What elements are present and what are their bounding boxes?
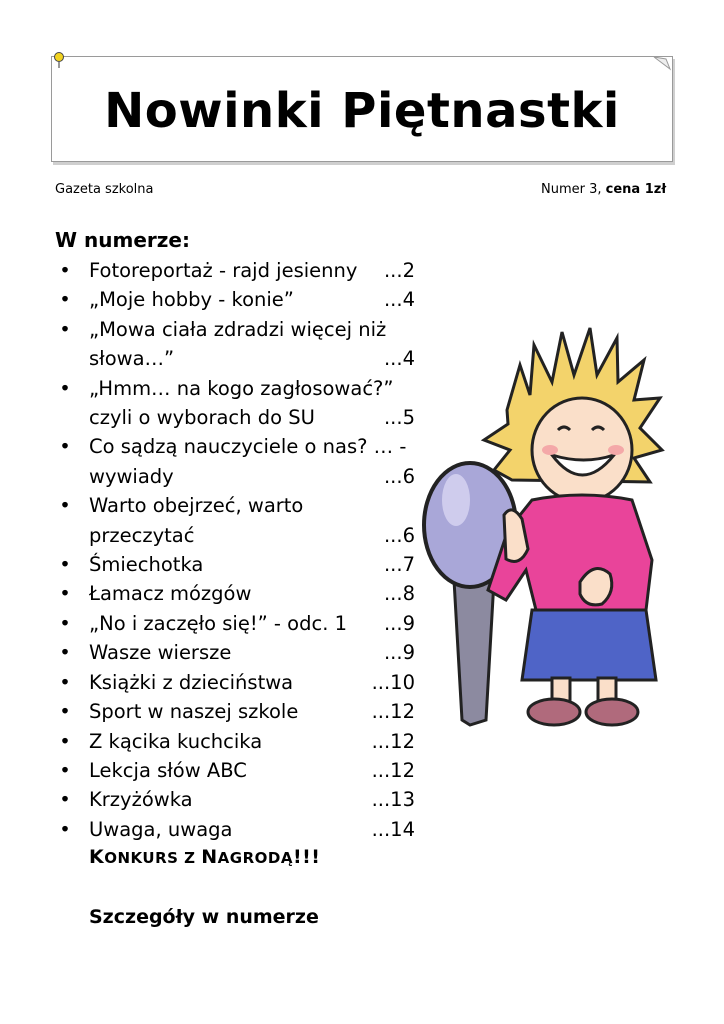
title-banner [51,56,673,162]
toc-item-title: Sport w naszej szkole [89,700,299,724]
toc-item [55,815,415,844]
toc-page-number: ...12 [371,758,415,782]
toc-item-title: słowa…” [89,347,175,371]
toc-item-line [89,785,415,814]
toc-item-line [89,403,415,432]
toc-item [55,432,415,491]
toc-item-title: „Moje hobby - konie” [89,288,294,312]
toc-item [55,785,415,814]
toc-page-number: ...13 [371,788,415,812]
bullet-icon: • [59,670,71,694]
bullet-icon: • [59,494,71,518]
toc-page-number: ...7 [383,553,415,577]
toc-item [55,609,415,638]
toc-item-title: Śmiechotka [89,553,204,577]
toc-item [55,374,415,433]
toc-page-number: ...5 [383,406,415,430]
toc-item-line [89,256,415,285]
toc-item-line [89,579,415,608]
toc-item [55,256,415,285]
table-of-contents [55,256,415,844]
toc-item-line [89,491,415,520]
toc-item [55,550,415,579]
bullet-icon: • [59,259,71,282]
toc-item-title: Z kącika kuchcika [89,729,263,753]
toc-item-title: Łamacz mózgów [89,582,252,606]
left-shoe [528,699,580,725]
right-shoe [586,699,638,725]
mirror-stand [454,580,494,725]
toc-item-title: Lekcja słów ABC [89,758,247,782]
bullet-icon: • [59,729,71,753]
toc-page-number: ...10 [371,670,415,694]
toc-item-title: Książki z dzieciństwa [89,670,294,694]
girl-with-mirror-clipart [412,320,672,740]
toc-item-title: „No i zaczęło się!” - odc. 1 [89,611,348,635]
toc-item-title: Wasze wiersze [89,641,232,665]
toc-item-title: przeczytać [89,523,195,547]
toc-page-number: ...6 [383,523,415,547]
toc-item [55,668,415,697]
bullet-icon: • [59,288,71,312]
toc-item [55,579,415,608]
toc-heading: W numerze: [55,228,190,252]
toc-item [55,491,415,550]
newspaper-title: Nowinki Piętnastki [104,83,620,139]
toc-item-line [89,315,415,344]
bullet-icon: • [59,435,71,459]
pushpin-icon [52,51,66,69]
bullet-icon: • [59,317,71,341]
toc-item-title: Warto obejrzeć, warto [89,494,304,518]
bullet-icon: • [59,700,71,724]
contest-announcement: KONKURS Z NAGRODĄ!!! [89,846,321,868]
toc-item-line [89,609,415,638]
bullet-icon: • [59,582,71,606]
toc-page-number: ...14 [371,817,415,841]
toc-item-title: „Mowa ciała zdradzi więcej niż [89,317,387,341]
toc-item [55,727,415,756]
bullet-icon: • [59,376,71,400]
toc-item-title: Uwaga, uwaga [89,817,233,841]
toc-page-number: ...12 [371,729,415,753]
toc-item-line [89,344,415,373]
issue-info [541,182,666,197]
toc-item-line [89,550,415,579]
toc-page-number: ...9 [383,611,415,635]
toc-item-line [89,668,415,697]
bullet-icon: • [59,788,71,812]
toc-item-line [89,638,415,667]
bullet-icon: • [59,758,71,782]
toc-page-number: ...8 [383,582,415,606]
price: cena 1zł [605,182,667,197]
page-curl-icon [652,55,672,71]
toc-item-title: wywiady [89,464,174,488]
toc-item-line [89,462,415,491]
toc-item-line [89,285,415,314]
details-note: Szczegóły w numerze [89,906,319,928]
toc-item-title: Fotoreportaż - rajd jesienny [89,259,358,282]
toc-page-number: ...4 [383,288,415,312]
toc-item-title: Co sądzą nauczyciele o nas? … - [89,435,407,459]
toc-page-number: ...9 [383,641,415,665]
bullet-icon: • [59,611,71,635]
toc-page-number: ...4 [383,347,415,371]
toc-item-title: „Hmm… na kogo zagłosować?” [89,376,394,400]
toc-page-number: ...6 [383,464,415,488]
bullet-icon: • [59,817,71,841]
issue-number: Numer 3, [541,182,606,197]
subtitle: Gazeta szkolna [55,182,154,197]
toc-item-line [89,756,415,785]
toc-item-line [89,374,415,403]
toc-item-line [89,521,415,550]
toc-item-title: czyli o wyborach do SU [89,406,315,430]
toc-item-line [89,815,415,844]
toc-item-line [89,727,415,756]
toc-item [55,638,415,667]
toc-item [55,315,415,374]
bullet-icon: • [59,553,71,577]
toc-page-number: ...2 [383,259,415,282]
skirt [522,610,656,680]
toc-item [55,697,415,726]
toc-item [55,756,415,785]
toc-item-line [89,432,415,461]
toc-item-line [89,697,415,726]
toc-page-number: ...12 [371,700,415,724]
toc-item-title: Krzyżówka [89,788,193,812]
bullet-icon: • [59,641,71,665]
toc-item [55,285,415,314]
